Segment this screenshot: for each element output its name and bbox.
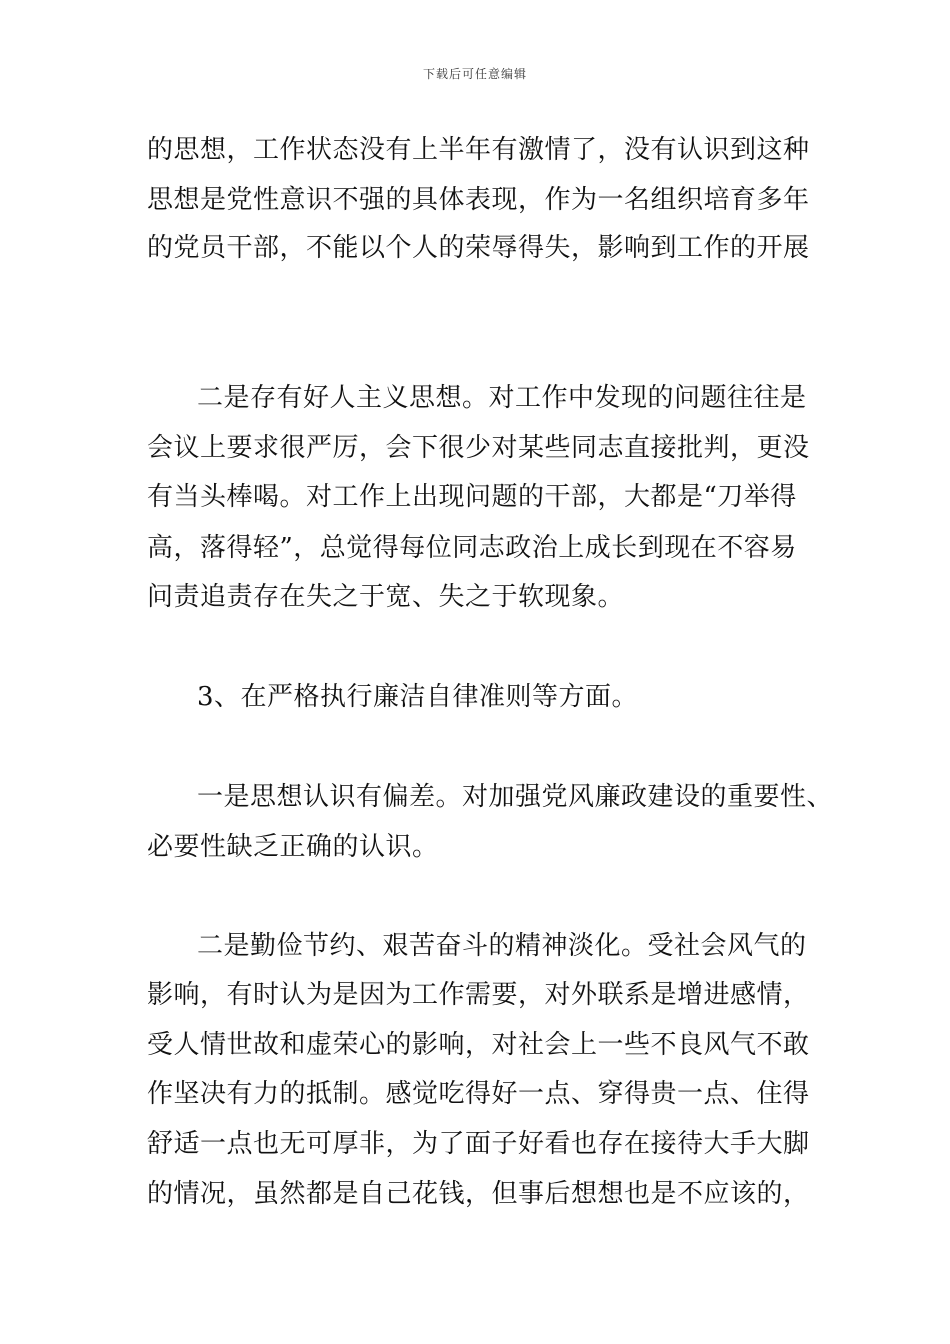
paragraph-line: 的党员干部，不能以个人的荣辱得失，影响到工作的开展 — [147, 233, 810, 263]
paragraph-line: 影响，有时认为是因为工作需要，对外联系是增进感情， — [147, 980, 810, 1010]
paragraph-line: 思想是党性意识不强的具体表现，作为一名组织培育多年 — [147, 185, 810, 215]
paragraph-line: 问责追责存在失之于宽、失之于软现象。 — [147, 582, 625, 612]
paragraph-line: 作坚决有力的抵制。感觉吃得好一点、穿得贵一点、住得 — [147, 1079, 810, 1109]
paragraph-line: 会议上要求很严厉，会下很少对某些同志直接批判，更没 — [147, 433, 810, 463]
paragraph-line: 舒适一点也无可厚非，为了面子好看也存在接待大手大脚 — [147, 1129, 810, 1159]
paragraph-line: 的思想，工作状态没有上半年有激情了，没有认识到这种 — [147, 135, 810, 165]
paragraph-line: 二是勤俭节约、艰苦奋斗的精神淡化。受社会风气的 — [197, 931, 807, 961]
paragraph-line: 必要性缺乏正确的认识。 — [147, 832, 439, 862]
paragraph-line: 二是存有好人主义思想。对工作中发现的问题往往是 — [197, 383, 807, 413]
paragraph-line: 的情况，虽然都是自己花钱，但事后想想也是不应该的， — [147, 1179, 810, 1209]
paragraph-line: 高，落得轻”，总觉得每位同志政治上成长到现在不容易 — [147, 533, 797, 563]
section-heading: 3、在严格执行廉洁自律准则等方面。 — [197, 682, 639, 712]
paragraph-line: 一是思想认识有偏差。对加强党风廉政建设的重要性、 — [197, 782, 834, 812]
paragraph-line: 有当头棒喝。对工作上出现问题的干部，大都是“刀举得 — [147, 482, 797, 512]
paragraph-line: 受人情世故和虚荣心的影响，对社会上一些不良风气不敢 — [147, 1030, 810, 1060]
page-header: 下载后可任意编辑 — [422, 67, 527, 81]
